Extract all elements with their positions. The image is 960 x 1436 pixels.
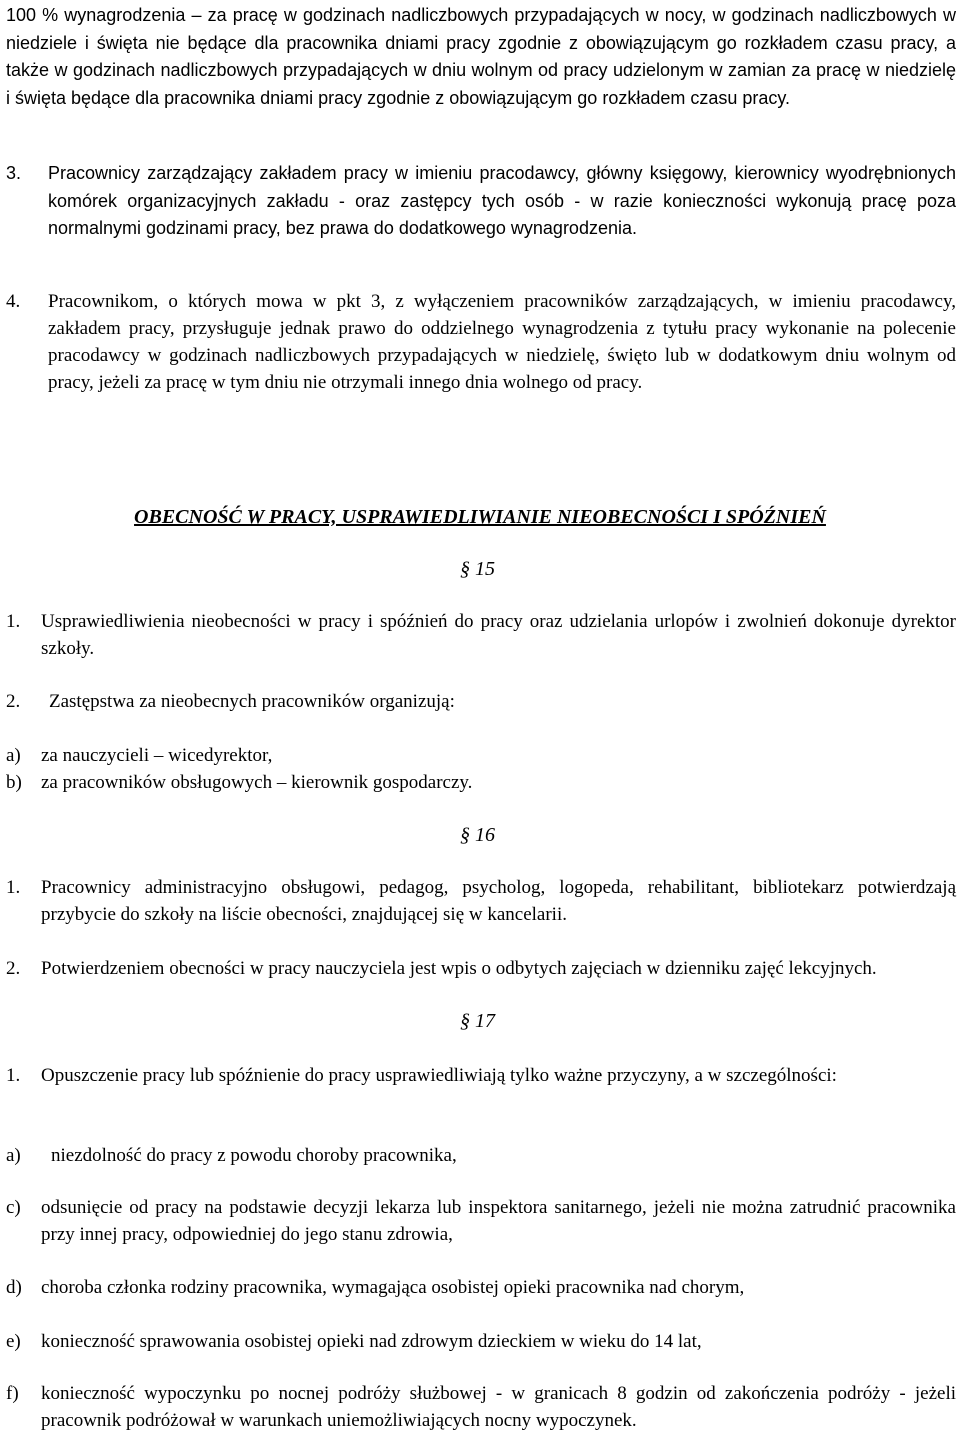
list-item-text: Potwierdzeniem obecności w pracy nauczyciela jest wpis o odbytych zajęciach w dzienniku zajęć lekcyjnych. [41,958,877,979]
list-item-label: 2. [6,691,21,712]
par15-item-b [6,769,956,796]
list-item-text: za nauczycieli – wicedyrektor, [41,745,273,766]
list-item-label: 3. [6,163,22,183]
list-item-label: f) [6,1383,19,1404]
list-item-label: 1. [6,877,21,898]
par17-item-c [6,1194,956,1248]
paragraph-sign-16: § 16 [460,824,495,846]
list-item-label: e) [6,1331,21,1352]
par15-item-2 [6,688,956,715]
list-item-text: konieczność sprawowania osobistej opieki nad zdrowym dzieckiem w wieku do 14 lat, [41,1331,702,1352]
par16-item-1 [6,874,956,928]
section-title: OBECNOŚĆ W PRACY, USPRAWIEDLIWIANIE NIEOBECNOŚCI I SPÓŹNIEŃ [134,506,826,528]
par15-item-a [6,742,956,769]
list-item-label: 2. [6,958,21,979]
list-item-label: a) [6,1145,21,1166]
par17-item-d [6,1274,956,1301]
list-item-text: Pracownikom, o których mowa w pkt 3, z wyłączeniem pracowników zarządzających, w imieniu pracodawcy, zakładem pracy, przysługuje jednak prawo do oddzielnego wynagrodzenia z tytułu pracy wykonanie na polecenie pracodawcy w godzinach nadliczbowych przypadających w niedzielę, święto lub w dodatkowym dniu wolnym od pracy, jeżeli za pracę w tym dniu nie otrzymali innego dnia wolnego od pracy. [48,291,956,393]
par17-item-e [6,1328,956,1355]
list-item-label: d) [6,1277,22,1298]
par15-item-1 [6,608,956,662]
paragraph-sign-17: § 17 [460,1010,495,1032]
list-item-text: niezdolność do pracy z powodu choroby pracownika, [51,1145,457,1166]
list-item-text: Pracownicy zarządzający zakładem pracy w imieniu pracodawcy, główny księgowy, kierownicy wyodrębnionych komórek organizacyjnych zakładu - oraz zastępcy tych osób - w razie konieczności wykonują pracę poza normalnymi godzinami pracy, bez prawa do dodatkowego wynagrodzenia. [48,163,956,238]
list-item-label: b) [6,772,22,793]
list-item-text: konieczność wypoczynku po nocnej podróży służbowej - w granicach 8 godzin od zakończenia podróży - jeżeli pracownik podróżował w warunkach uniemożliwiających nocny wypoczynek. [41,1383,956,1431]
list-item-text: Usprawiedliwienia nieobecności w pracy i spóźnień do pracy oraz udzielania urlopów i zwolnień dokonuje dyrektor szkoły. [41,611,956,659]
list-item-text: Zastępstwa za nieobecnych pracowników organizują: [49,691,455,712]
par17-item-f [6,1380,956,1434]
list-item-label: a) [6,745,21,766]
list-item-4 [6,288,956,396]
list-item-label: 1. [6,1065,21,1086]
list-item-label: 4. [6,291,21,312]
list-item-3 [6,160,956,243]
list-item-text: choroba członka rodziny pracownika, wymagająca osobistej opieki pracownika nad chorym, [41,1277,745,1298]
paragraph-sign-15: § 15 [460,558,495,580]
par17-item-1 [6,1062,956,1089]
list-item-text: odsunięcie od pracy na podstawie decyzji lekarza lub inspektora sanitarnego, jeżeli nie można zatrudnić pracownika przy innej pracy, odpowiedniej do jego stanu zdrowia, [41,1197,956,1245]
list-item-text: Pracownicy administracyjno obsługowi, pedagog, psycholog, logopeda, rehabilitant, bibliotekarz potwierdzają przybycie do szkoły na liście obecności, znajdującej się w kancelarii. [41,877,956,925]
list-item-text: Opuszczenie pracy lub spóźnienie do pracy usprawiedliwiają tylko ważne przyczyny, a w szczególności: [41,1065,837,1086]
intro-paragraph: 100 % wynagrodzenia – za pracę w godzinach nadliczbowych przypadających w nocy, w godzinach nadliczbowych w niedziele i święta nie będące dla pracownika dniami pracy zgodnie z obowiązującym go rozkładem czasu pracy, a także w godzinach nadliczbowych przypadających w dniu wolnym od pracy udzielonym w zamian za pracę w niedzielę i święta będące dla pracownika dniami pracy zgodnie z obowiązującym go rozkładem czasu pracy. [6,5,956,108]
par16-item-2 [6,955,956,982]
list-item-label: 1. [6,611,21,632]
list-item-text: za pracowników obsługowych – kierownik gospodarczy. [41,772,473,793]
list-item-label: c) [6,1197,21,1218]
par17-item-a [6,1142,956,1169]
